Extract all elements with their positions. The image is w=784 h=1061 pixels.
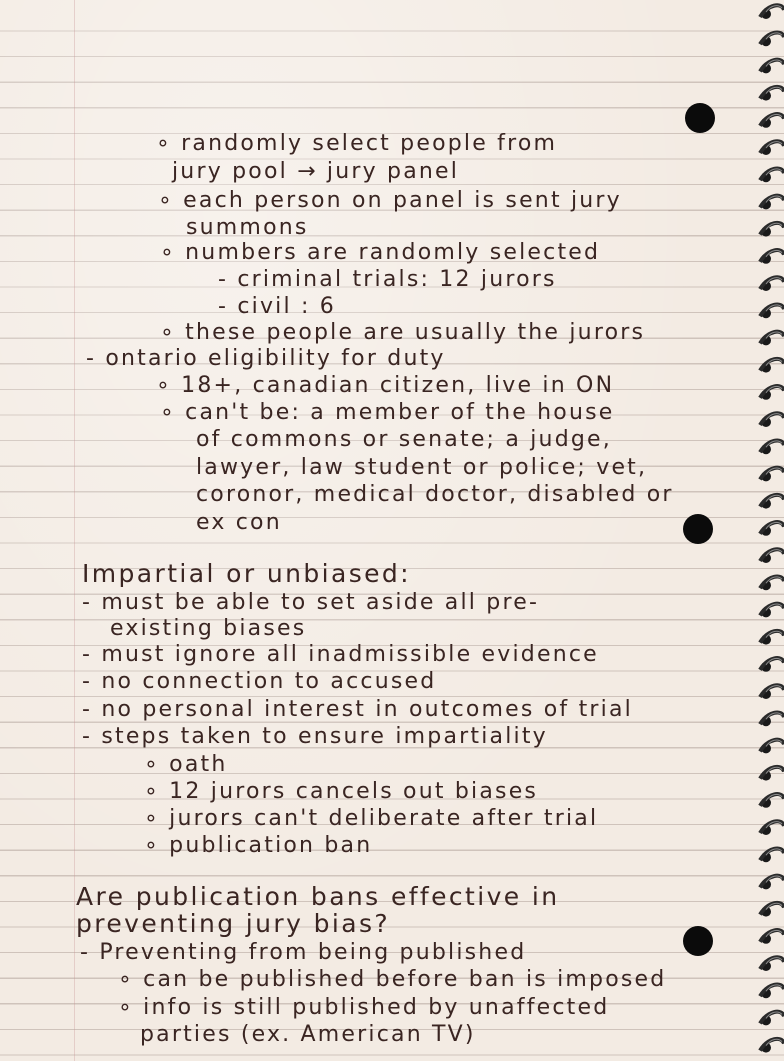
note-line: ∘ can be published before ban is imposed <box>118 967 667 992</box>
note-line: - steps taken to ensure impartiality <box>82 724 548 749</box>
note-line: summons <box>186 215 309 240</box>
note-line: - Preventing from being published <box>80 940 527 965</box>
note-line: lawyer, law student or police; vet, <box>196 455 648 480</box>
note-line: ∘ numbers are randomly selected <box>160 240 601 265</box>
note-line: ∘ randomly select people from <box>156 131 558 156</box>
note-line: - ontario eligibility for duty <box>86 346 446 371</box>
note-line: ex con <box>196 510 282 535</box>
section-heading: preventing jury bias? <box>76 909 391 938</box>
note-line: - no connection to accused <box>82 669 437 694</box>
note-line: - criminal trials: 12 jurors <box>218 267 557 292</box>
section-heading: Are publication bans effective in <box>76 882 560 911</box>
section-heading: Impartial or unbiased: <box>82 559 411 588</box>
note-line: - must ignore all inadmissible evidence <box>82 642 599 667</box>
note-line: - must be able to set aside all pre- <box>82 590 540 615</box>
note-line: ∘ can't be: a member of the house <box>160 400 615 425</box>
note-line: ∘ 12 jurors cancels out biases <box>144 779 539 804</box>
note-line: existing biases <box>110 616 307 641</box>
note-line: - no personal interest in outcomes of trial <box>82 697 633 722</box>
note-line: - civil : 6 <box>218 294 336 319</box>
note-line: of commons or senate; a judge, <box>196 427 612 452</box>
note-line: coronor, medical doctor, disabled or <box>196 482 674 507</box>
note-line: ∘ jurors can't deliberate after trial <box>144 806 599 831</box>
note-line: ∘ publication ban <box>144 833 373 858</box>
note-line: parties (ex. American TV) <box>140 1022 476 1047</box>
note-line: ∘ oath <box>144 752 228 777</box>
note-line: jury pool → jury panel <box>172 159 460 184</box>
note-line: ∘ info is still published by unaffected <box>118 995 610 1020</box>
note-line: ∘ these people are usually the jurors <box>160 320 646 345</box>
note-line: ∘ 18+, canadian citizen, live in ON <box>156 373 615 398</box>
note-line: ∘ each person on panel is sent jury <box>158 188 622 213</box>
